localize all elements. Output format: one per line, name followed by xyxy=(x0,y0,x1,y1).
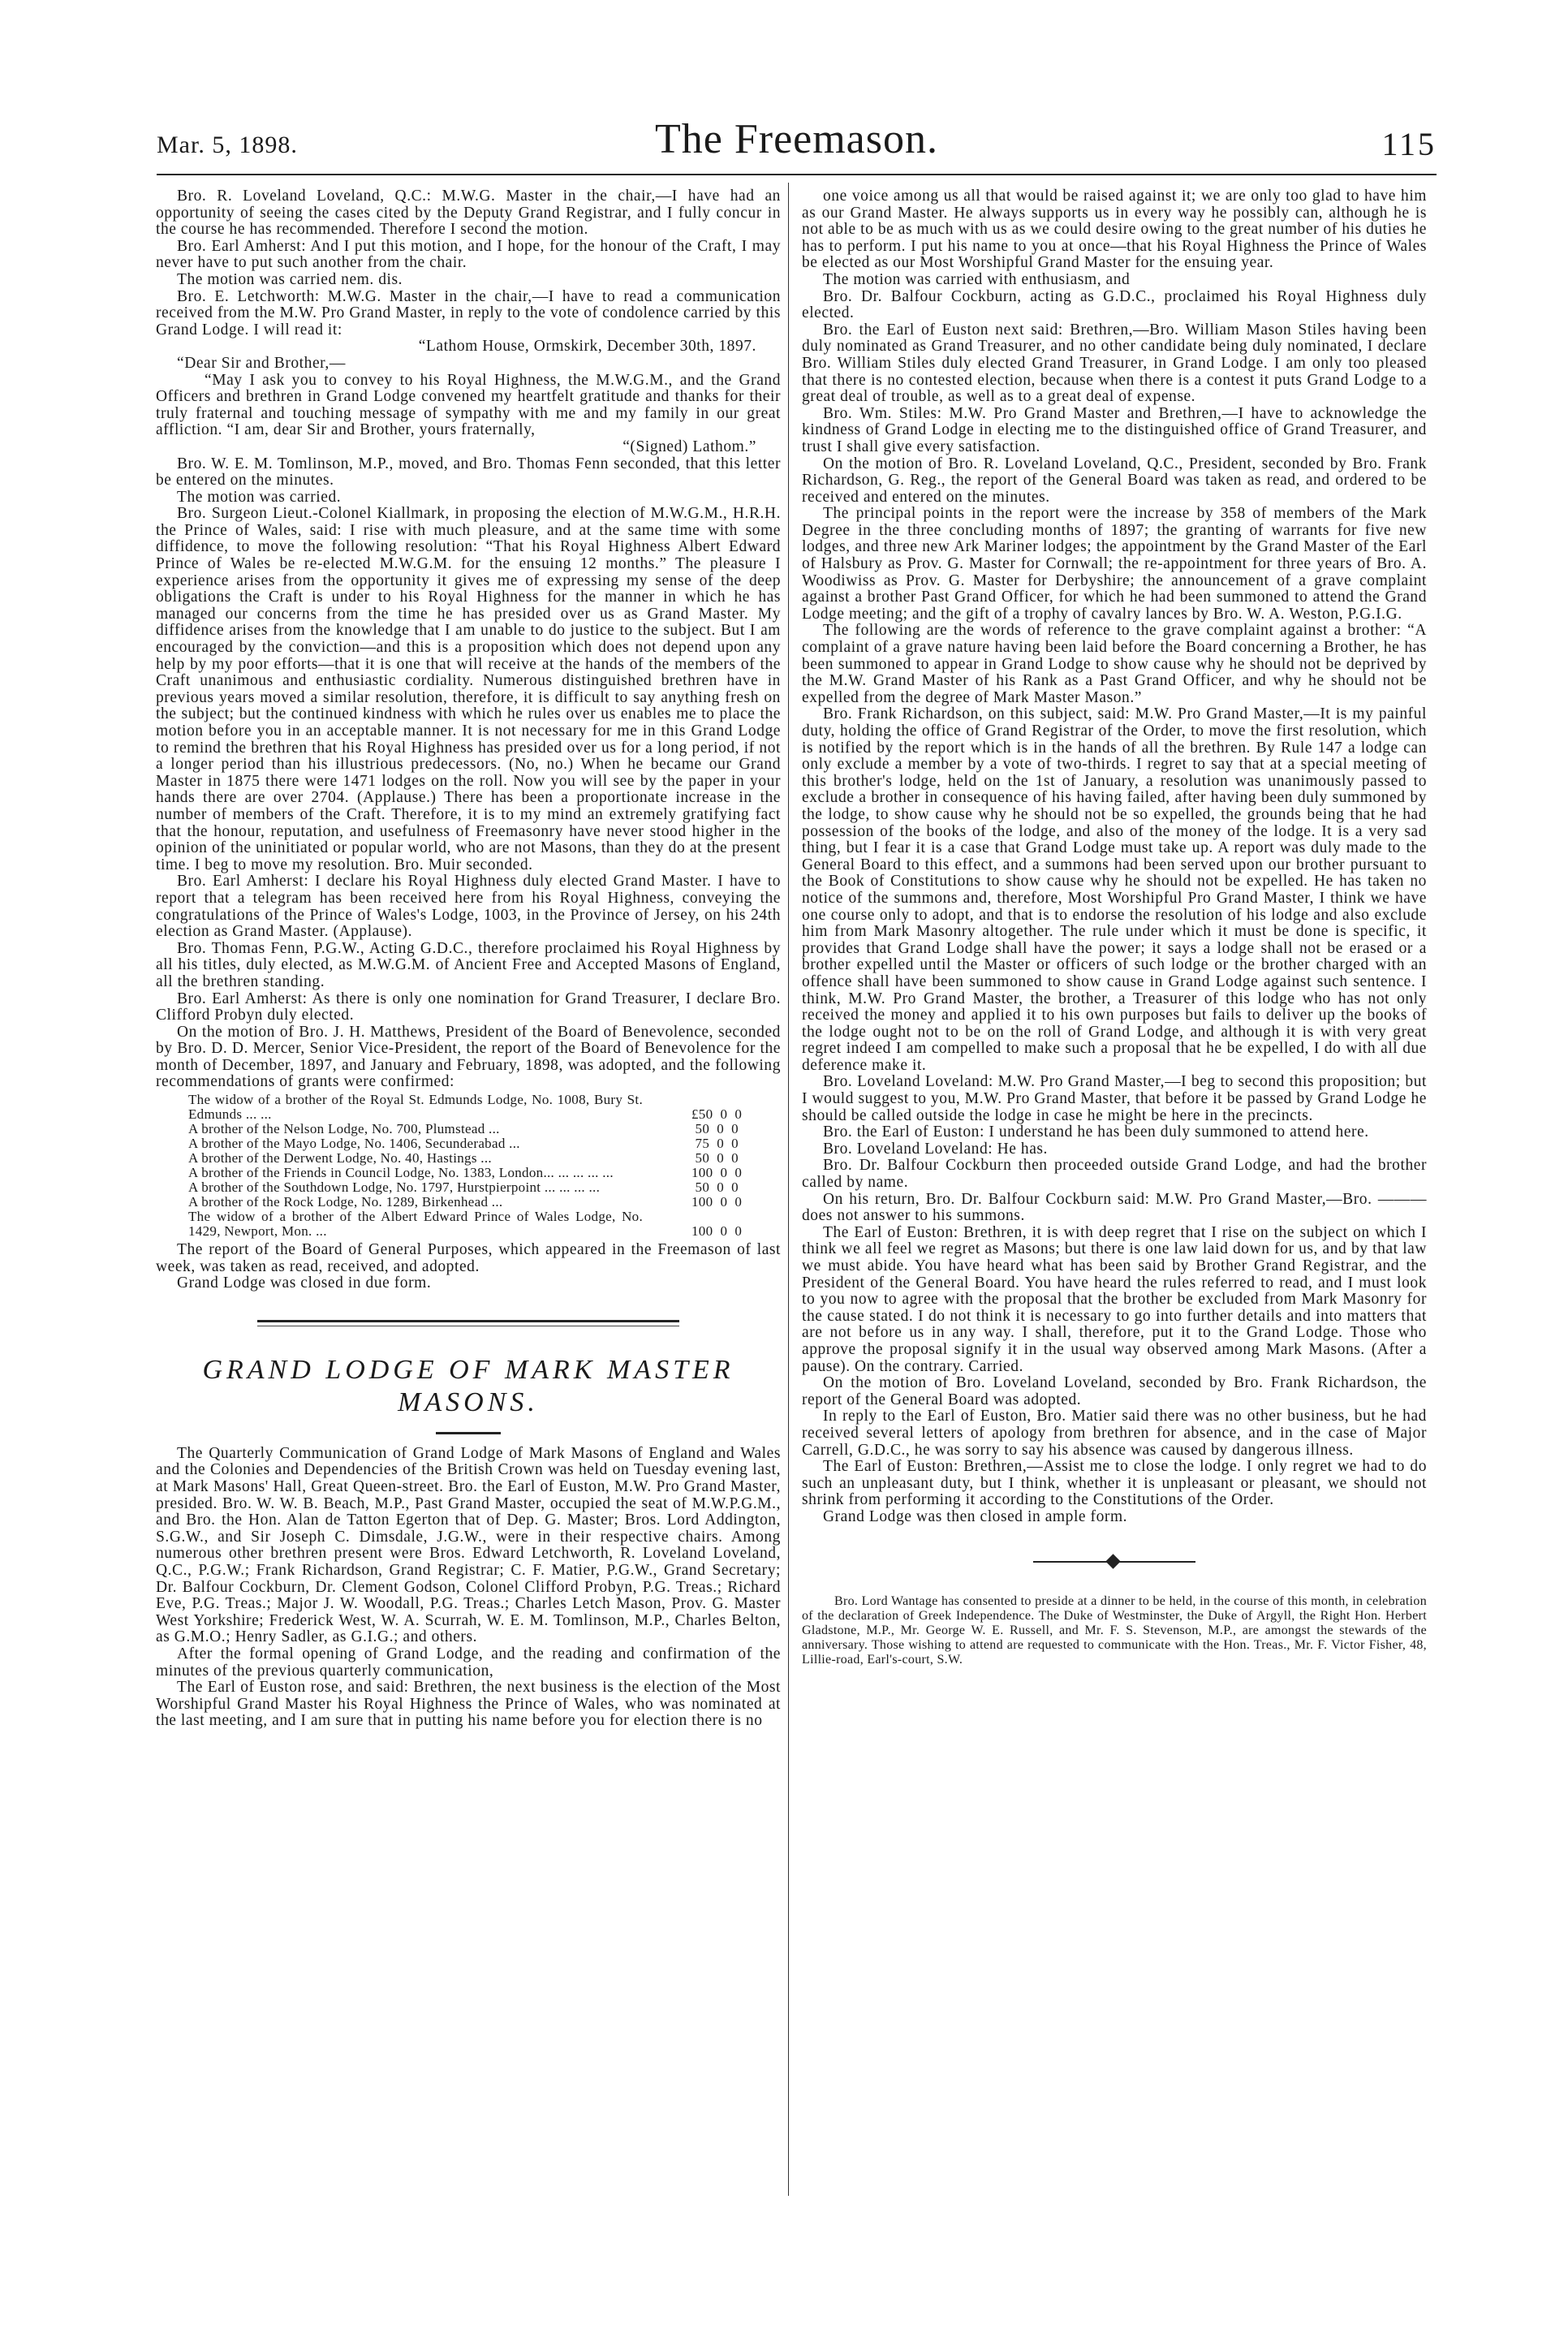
grant-row xyxy=(188,1122,781,1136)
article-paragraph: Bro. Earl Amherst: And I put this motion, and I hope, for the honour of the Craft, I may never have to put such another from the chair. xyxy=(156,237,781,272)
grant-amount: 75 0 0 xyxy=(691,1136,739,1152)
article-paragraph: Grand Lodge was then closed in ample form. xyxy=(823,1507,1128,1525)
grant-amount: 50 0 0 xyxy=(691,1179,739,1196)
title-rule xyxy=(436,1432,501,1434)
grant-description: A brother of the Southdown Lodge, No. 1797, Hurstpierpoint ... ... ... ... xyxy=(188,1179,601,1196)
article-paragraph: On the motion of Bro. R. Loveland Loveland, Q.C., President, seconded by Bro. Frank Richardson, G. Reg., the report of the General Board was taken as read, and ordered to be received and entered on the minutes. xyxy=(802,455,1427,506)
article-paragraph: Bro. Dr. Balfour Cockburn, acting as G.D.C., proclaimed his Royal Highness duly elected. xyxy=(802,287,1427,322)
grant-description: A brother of the Rock Lodge, No. 1289, Birkenhead ... xyxy=(188,1194,503,1210)
article-paragraph: The report of the Board of General Purposes, which appeared in the Freemason of last week, was taken as read, received, and adopted. xyxy=(156,1241,781,1275)
grant-row xyxy=(188,1151,781,1166)
issue-date: Mar. 5, 1898. xyxy=(157,132,298,158)
article-paragraph: The Quarterly Communication of Grand Lodge of Mark Masons of England and Wales and the Colonies and Dependencies of the British Crown was held on Tuesday evening last, at Mark Masons' Hall, Great Queen-street. Bro. the Earl of Euston, M.W. Pro Grand Master, presided. Bro. W. W. B. Beach, M.P., Past Grand Master, occupied the seat of M.W.P.G.M., and Bro. the Hon. Alan de Tatton Egerton that of Dep. G. Master; Bros. Lord Addington, S.G.W., and Sir Joseph C. Dimsdale, J.G.W., were in their respective chairs. Among numerous other brethren present were Bros. Edward Letchworth, R. Loveland Loveland, Q.C., P.G.W.; Frank Richardson, Grand Registrar; C. F. Matier, P.G.W., Grand Secretary; Dr. Balfour Cockburn, Dr. Clement Godson, Colonel Clifford Probyn, P.G. Treas.; Richard Eve, P.G. Treas.; Major J. W. Woodall, P.G. Treas.; Charles Letch Mason, Prov. G. Master West Yorkshire; Frederick West, W. A. Scurrah, W. E. M. Tomlinson, M.P., Charles Belton, as G.M.O.; Henry Sadler, as G.I.G.; and others. xyxy=(156,1444,781,1646)
article-paragraph: The motion was carried with enthusiasm, and xyxy=(823,270,1131,288)
article-paragraph: The Earl of Euston: Brethren,—Assist me to close the lodge. I only regret we had to do such an unpleasant duty, but I think, whether it is unpleasant or pleasant, we should not shrink from performing it according to the Constitutions of the Order. xyxy=(802,1458,1427,1509)
article-paragraph: one voice among us all that would be raised against it; we are only too glad to have him as our Grand Master. He always supports us in every way he possibly can, although he is not able to be as much with us as we could desire owing to the great number of his duties he has to perform. I put his name to you at once—that his Royal Highness the Prince of Wales be elected as our Most Worshipful Grand Master for the ensuing year. xyxy=(802,188,1427,272)
grants-table xyxy=(188,1093,781,1239)
grant-amount: 100 0 0 xyxy=(691,1165,743,1181)
grant-row xyxy=(188,1093,781,1122)
grant-description: The widow of a brother of the Albert Edward Prince of Wales Lodge, No. 1429, Newport, Mon. ... xyxy=(188,1209,643,1240)
article-paragraph: On the motion of Bro. J. H. Matthews, President of the Board of Benevolence, seconded by Bro. D. D. Mercer, Senior Vice-President, the report of the Board of Benevolence for the month of December, 1897, and January and February, 1898, was adopted, and the following recommendations of grants were confirmed: xyxy=(156,1023,781,1091)
letter-body: “May I ask you to convey to his Royal Highness, the M.W.G.M., and the Grand Officers and brethren in Grand Lodge convened my heartfelt gratitude and thanks for their truly fraternal and touching message of sympathy with me and my family in our great affliction. “I am, dear Sir and Brother, yours fraternally, xyxy=(156,371,781,439)
newspaper-title: The Freemason. xyxy=(654,116,938,162)
letter-signature: “(Signed) Lathom.” xyxy=(622,438,756,455)
grant-row xyxy=(188,1136,781,1151)
article-paragraph: After the formal opening of Grand Lodge, and the reading and confirmation of the minutes of the previous quarterly communication, xyxy=(156,1645,781,1680)
article-paragraph: Bro. Dr. Balfour Cockburn then proceeded outside Grand Lodge, and had the brother called by name. xyxy=(802,1157,1427,1192)
diamond-icon xyxy=(1105,1554,1120,1568)
article-paragraph: In reply to the Earl of Euston, Bro. Matier said there was no other business, but he had received several letters of apology from brethren for absence, and in the case of Major Carrell, G.D.C., he was sorry to say his absence was caused by dangerous illness. xyxy=(802,1408,1427,1459)
grant-description: A brother of the Mayo Lodge, No. 1406, Secunderabad ... xyxy=(188,1136,520,1152)
article-paragraph: The following are the words of reference to the grave complaint against a brother: “A complaint of a grave nature having been laid before the Board concerning a Brother, he has been summoned to appear in Grand Lodge to show cause why he should not be deprived by the M.W. Grand Master of his Rank as a Past Grand Officer, and why he should not be expelled from the degree of Mark Master Mason.” xyxy=(802,622,1427,706)
article-paragraph: Bro. W. E. M. Tomlinson, M.P., moved, and Bro. Thomas Fenn seconded, that this letter be entered on the minutes. xyxy=(156,455,781,489)
article-paragraph: The Earl of Euston: Brethren, it is with deep regret that I rise on the subject on which I think we all feel we regret as Masons; but there is one law laid down for us, and by that law we must abide. You have heard what has been said by Brother Grand Registrar, and the President of the General Board. You have heard the rules referred to read, and I must look to you now to agree with the proposal that the brother be excluded from Mark Masonry for the cause stated. I do not think it is necessary to go into further details and into matters that are not before us in any way. I shall, therefore, put it to the Grand Lodge. Those who approve the proposal signify it in the usual way observed among Mark Masons. (After a pause). On the contrary. Carried. xyxy=(802,1223,1427,1375)
grant-row xyxy=(188,1166,781,1180)
article-paragraph: The motion was carried nem. dis. xyxy=(177,270,403,288)
header-rule xyxy=(157,174,1437,175)
article-paragraph: On the motion of Bro. Loveland Loveland, seconded by Bro. Frank Richardson, the report of the General Board was adopted. xyxy=(802,1374,1427,1408)
grant-amount: 100 0 0 xyxy=(691,1194,743,1210)
article-paragraph: Bro. the Earl of Euston: I understand he has been duly summoned to attend here. xyxy=(823,1123,1369,1141)
section-title: GRAND LODGE OF MARK MASTER MASONS. xyxy=(202,1354,734,1417)
grant-description: The widow of a brother of the Royal St. Edmunds Lodge, No. 1008, Bury St. Edmunds ... ... xyxy=(188,1092,643,1123)
section-divider xyxy=(257,1320,679,1326)
article-paragraph: The motion was carried. xyxy=(177,488,342,506)
letter-salutation: “Dear Sir and Brother,— xyxy=(177,354,346,372)
article-paragraph: Bro. Thomas Fenn, P.G.W., Acting G.D.C., therefore proclaimed his Royal Highness by all his titles, duly elected, as M.W.G.M. of Ancient Free and Accepted Masons of England, all the brethren standing. xyxy=(156,939,781,990)
grant-amount: 50 0 0 xyxy=(691,1150,739,1166)
article-paragraph: Bro. Loveland Loveland: M.W. Pro Grand Master,—I beg to second this proposition; but I would suggest to you, M.W. Pro Grand Master, that before it be passed by Grand Lodge he should be called outside the lodge in case he might be here in the precincts. xyxy=(802,1073,1427,1124)
article-paragraph: Bro. Earl Amherst: I declare his Royal Highness duly elected Grand Master. I have to report that a telegram has been received here from his Royal Highness, conveying the congratulations of the Prince of Wales's Lodge, 1003, in the Province of Jersey, on his 24th election as Grand Master. (Applause). xyxy=(156,873,781,941)
article-paragraph: Grand Lodge was closed in due form. xyxy=(177,1274,432,1292)
grant-row xyxy=(188,1210,781,1239)
article-paragraph: Bro. the Earl of Euston next said: Brethren,—Bro. William Mason Stiles having been duly nominated as Grand Treasurer, and no other candidate being duly nominated, I declare Bro. William Stiles duly elected Grand Treasurer, in Grand Lodge. I am only too pleased that there is no contested election, because when there is a contest it puts Grand Lodge to a great deal of trouble, as well as to a great deal of expense. xyxy=(802,321,1427,406)
page-number: 115 xyxy=(1381,126,1437,162)
grant-description: A brother of the Derwent Lodge, No. 40, Hastings ... xyxy=(188,1150,492,1166)
article-paragraph: Bro. Earl Amherst: As there is only one nomination for Grand Treasurer, I declare Bro. Clifford Probyn duly elected. xyxy=(156,990,781,1024)
article-paragraph: Bro. Frank Richardson, on this subject, said: M.W. Pro Grand Master,—It is my painful duty, holding the office of Grand Registrar of the Order, to move the first resolution, which is notified by the report which is in the hands of all the brethren. By Rule 147 a lodge can only exclude a member by a vote of two-thirds. I regret to say that at a special meeting of this brother's lodge, held on the 1st of January, a resolution was unanimously passed to exclude a brother in consequence of his having failed, after having been duly summoned by the lodge, to show cause why he should not be so expelled, the grounds being that he had possession of the books of the lodge, and also of the money of the lodge. It is a very sad thing, but I fear it is a case that Grand Lodge must take up. A report was duly made to the General Board to this effect, and a summons had been served upon our brother pursuant to the Book of Constitutions to show cause why he should not be expelled. He has taken no notice of the summons and, therefore, Most Worshipful Pro Grand Master, I think we have one course only to adopt, and that is to endorse the resolution of his lodge and also exclude him from Mark Masonry altogether. The rule under which it must be done is specific, it provides that Grand Lodge shall have the power; it says a lodge shall not be erased or a brother expelled until the Master or officers of such lodge or the brother charged with an offence shall have been summoned to show cause in Grand Lodge against such sentence. I think, M.W. Pro Grand Master, the brother, a Treasurer of this lodge who has not only received the money and applied it to his own purposes but fails to deliver up the books of the lodge ought not to be on the roll of Grand Lodge, and although it is with very great regret indeed I am compelled to make such a proposal that he be expelled, I do with all due deference make it. xyxy=(802,705,1427,1074)
ornament-divider xyxy=(1033,1554,1195,1570)
right-column xyxy=(802,188,1427,1667)
notice-text: Bro. Lord Wantage has consented to preside at a dinner to be held, in the course of this month, in celebration of the declaration of Greek Independence. The Duke of Westminster, the Duke of Argyll, the Right Hon. Herbert Gladstone, M.P., Mr. George W. E. Russell, and Mr. F. S. Stevenson, M.P., are amongst the stewards of the anniversary. Those wishing to attend are requested to communicate with the Hon. Treas., Mr. F. Victor Fisher, 48, Lillie-road, Earl's-court, S.W. xyxy=(802,1593,1427,1667)
grant-row xyxy=(188,1195,781,1210)
grant-amount: 100 0 0 xyxy=(691,1223,743,1240)
left-column xyxy=(156,188,781,1730)
page-header xyxy=(157,114,1437,170)
notice xyxy=(802,1594,1427,1667)
grant-amount: 50 0 0 xyxy=(691,1121,739,1137)
grant-amount: £50 0 0 xyxy=(691,1106,743,1123)
article-paragraph: Bro. Surgeon Lieut.-Colonel Kiallmark, in proposing the election of M.W.G.M., H.R.H. the Prince of Wales, said: I rise with much pleasure, and at the same time with some diffidence, to move the following resolution: “That his Royal Highness Albert Edward Prince of Wales be re-elected M.W.G.M. for the ensuing 12 months.” The pleasure I experience arises from the opportunity it gives me of expressing my sense of the deep obligations the Craft is under to his Royal Highness for the manner in which he has managed our concerns from the time he has presided over us as Grand Master. My diffidence arises from the knowledge that I am unable to do justice to the subject. But I am encouraged by the conviction—and this is a proposition which does not depend upon any help by my poor efforts—that it is one that will receive at the hands of the members of the Craft unanimous and enthusiastic cordiality. Numerous distinguished brethren have in previous years moved a similar resolution, therefore, it is difficult to say anything fresh on the subject; but the continued kindness with which he rules over us enables me to place the motion before you in an acceptable manner. It is not necessary for me in this Grand Lodge to remind the brethren that his Royal Highness has presided over us for a long period, if not a longer period than his illustrious predecessors. (No, no.) When he became our Grand Master in 1875 there were 1471 lodges on the roll. Now you will see by the paper in your hands there are over 2704. (Applause.) There has been a proportionate increase in the number of members of the Craft. Therefore, it is to my mind an extremely gratifying fact that the honour, reputation, and usefulness of Freemasonry have never stood higher in the opinion of the uninitiated or popular world, who are not Masons, than they do at the present time. I beg to move my resolution. Bro. Muir seconded. xyxy=(156,505,781,873)
column-rule xyxy=(788,183,789,2196)
grant-row xyxy=(188,1180,781,1195)
article-paragraph: Bro. R. Loveland Loveland, Q.C.: M.W.G. Master in the chair,—I have had an opportunity of seeing the cases cited by the Deputy Grand Registrar, and I fully concur in the course he has recommended. Therefore I second the motion. xyxy=(156,188,781,239)
grant-description: A brother of the Friends in Council Lodge, No. 1383, London... ... ... ... ... xyxy=(188,1165,614,1181)
article-paragraph: Bro. E. Letchworth: M.W.G. Master in the chair,—I have to read a communication received from the M.W. Pro Grand Master, in reply to the vote of condolence carried by this Grand Lodge. I will read it: xyxy=(156,287,781,339)
letter-address: “Lathom House, Ormskirk, December 30th, 1897. xyxy=(418,338,756,356)
article-paragraph: On his return, Bro. Dr. Balfour Cockburn said: M.W. Pro Grand Master,—Bro. ——— does not answer to his summons. xyxy=(802,1190,1427,1225)
article-paragraph: The Earl of Euston rose, and said: Brethren, the next business is the election of the Most Worshipful Grand Master his Royal Highness the Prince of Wales, who was nominated at the last meeting, and I am sure that in putting his name before you for election there is no xyxy=(156,1679,781,1730)
article-paragraph: The principal points in the report were the increase by 358 of members of the Mark Degree in the three concluding months of 1897; the granting of warrants for five new lodges, and three new Ark Mariner lodges; the appointment by the Grand Master of the Earl of Halsbury as Prov. G. Master for Cornwall; the re-appointment for three years of Bro. A. Woodiwiss as Prov. G. Master for Derbyshire; the announcement of a grave complaint against a brother Past Grand Officer, for which he had been summoned to attend the Grand Lodge meeting; and the gift of a trophy of cavalry lances by Bro. W. A. Weston, P.G.I.G. xyxy=(802,505,1427,623)
article-paragraph: Bro. Loveland Loveland: He has. xyxy=(823,1140,1048,1158)
grant-description: A brother of the Nelson Lodge, No. 700, Plumstead ... xyxy=(188,1121,500,1137)
article-paragraph: Bro. Wm. Stiles: M.W. Pro Grand Master and Brethren,—I have to acknowledge the kindness of Grand Lodge in electing me to the distinguished office of Grand Treasurer, and trust I shall give every satisfaction. xyxy=(802,404,1427,455)
